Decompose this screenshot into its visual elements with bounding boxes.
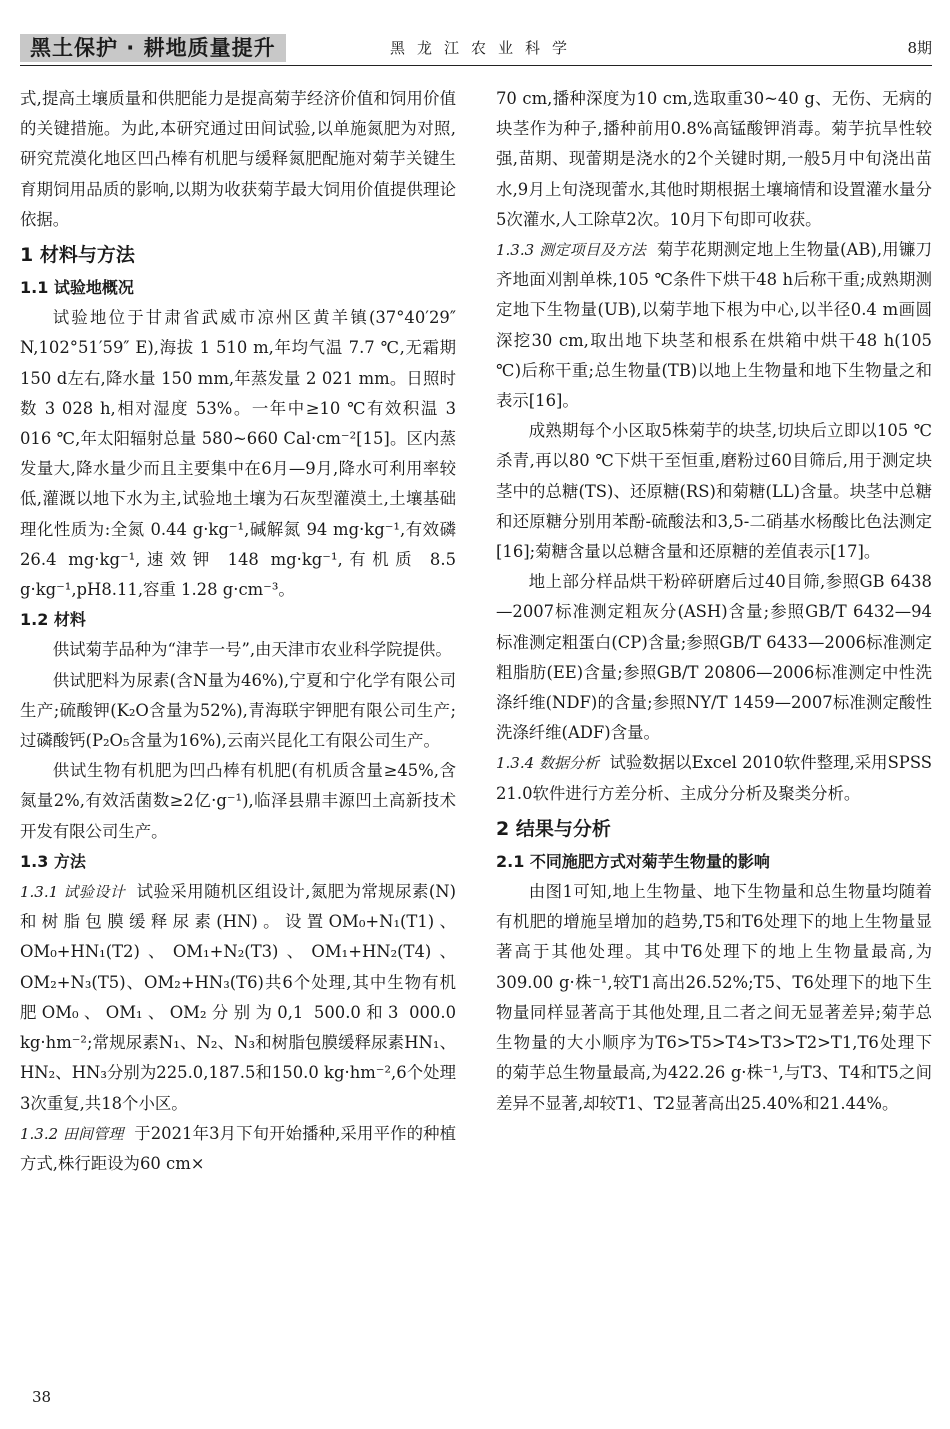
- subheading-1-3-1: 1.3.1 试验设计: [20, 883, 126, 902]
- subheading-1-3-2: 1.3.2 田间管理: [20, 1124, 124, 1143]
- subheading-1-3-4: 1.3.4 数据分析: [496, 754, 600, 773]
- section-heading-1-1: 1.1 试验地概况: [20, 278, 134, 298]
- left-column: [20, 84, 456, 1179]
- right-column: [496, 84, 932, 1119]
- issue-number: 8期: [907, 39, 932, 57]
- measure-text-1: 菊芋花期测定地上生物量(AB),用镰刀齐地面刈割单株,105 ℃条件下烘干48 h后称干重;成熟期测定地下生物量(UB),以菊芋地下根为中心,以半径0.4 m画圆深挖30 cm,取出地下块茎和根系在烘箱中烘干48 h(105 ℃)后称干重;总生物量(TB)以地上生物量和地下生物量之和表示[16]。: [496, 240, 932, 411]
- design-text: 试验采用随机区组设计,氮肥为常规尿素(N)和树脂包膜缓释尿素(HN)。设置OM₀+N₁(T1)、OM₀+HN₁(T2)、OM₁+N₂(T3)、OM₁+HN₂(T4)、OM₂+N₃(T5)、OM₂+HN₃(T6)共6个处理,其中生物有机肥OM₀、OM₁、OM₂分别为0,1 500.0和3 000.0 kg·hm⁻²;常规尿素N₁、N₂、N₃和树脂包膜缓释尿素HN₁、HN₂、HN₃分别为225.0,187.5和150.0 kg·hm⁻²,6个处理3次重复,共18个小区。: [20, 882, 457, 1113]
- running-header: [20, 30, 932, 66]
- materials-paragraph-1: 供试菊芋品种为“津芋一号”,由天津市农业科学院提供。: [52, 640, 452, 660]
- section-heading-2: 2 结果与分析: [496, 817, 611, 840]
- section-heading-1-3: 1.3 方法: [20, 851, 86, 871]
- field-text-start: 于2021年3月下旬开始播种,采用平作的种植方式,株行距设为60 cm×: [20, 1123, 457, 1173]
- header-rule: [20, 65, 932, 66]
- site-paragraph: 试验地位于甘肃省武威市凉州区黄羊镇(37°40′29″ N,102°51′59″ E),海拔 1 510 m,年均气温 7.7 ℃,无霜期 150 d左右,降水量 150 mm,年蒸发量 2 021 mm。日照时数 3 028 h,相对湿度 53%。一年中≥10 ℃有效积温 3 016 ℃,年太阳辐射总量 580~660 Cal·cm⁻²[15]。区内蒸发量大,降水量少而且主要集中在6月—9月,降水可利用率较低,灌溉以地下水为主,试验地土壤为石灰型灌漠土,土壤基础理化性质为:全氮 0.44 g·kg⁻¹,碱解氮 94 mg·kg⁻¹,有效磷 26.4 mg·kg⁻¹,速效钾 148 mg·kg⁻¹,有机质 8.5 g·kg⁻¹,pH8.11,容重 1.28 g·cm⁻³。: [20, 308, 456, 600]
- field-paragraph-cont: 70 cm,播种深度为10 cm,选取重30~40 g、无伤、无病的块茎作为种子,播种前用0.8%高锰酸钾消毒。菊芋抗旱性较强,苗期、现蕾期是浇水的2个关键时期,一般5月中旬浇出苗水,9月上旬浇现蕾水,其他时期根据土壤墒情和设置灌水量分5次灌水,人工除草2次。10月下旬即可收获。: [496, 89, 932, 229]
- page-number: 38: [32, 1388, 52, 1406]
- measure-paragraph-2: 成熟期每个小区取5株菊芋的块茎,切块后立即以105 ℃杀青,再以80 ℃下烘干至恒重,磨粉过60目筛后,用于测定块茎中的总糖(TS)、还原糖(RS)和菊糖(LL)含量。块茎中总糖和还原糖分别用苯酚-硫酸法和3,5-二硝基水杨酸比色法测定[16];菊糖含量以总糖含量和还原糖的差值表示[17]。: [496, 421, 932, 562]
- journal-name: 黑龙江农业科学: [390, 39, 580, 57]
- design-paragraph: [20, 877, 456, 1119]
- data-paragraph: [496, 748, 932, 808]
- measure-paragraph-1: [496, 235, 932, 416]
- section-heading-2-1: 2.1 不同施肥方式对菊芋生物量的影响: [496, 851, 770, 871]
- materials-paragraph-2: 供试肥料为尿素(含N量为46%),宁夏和宁化学有限公司生产;硫酸钾(K₂O含量为52%),青海联宇钾肥有限公司生产;过磷酸钙(P₂O₅含量为16%),云南兴昆化工有限公司生产。: [20, 670, 456, 751]
- section-heading-1: 1 材料与方法: [20, 244, 135, 267]
- result-paragraph: 由图1可知,地上生物量、地下生物量和总生物量均随着有机肥的增施呈增加的趋势,T5和T6处理下的地上生物量显著高于其他处理。其中T6处理下的地上生物量最高,为309.00 g·株⁻¹,较T1高出26.52%;T5、T6处理下的地下生物量同样显著高于其他处理,且二者之间无显著差异;菊芋总生物量的大小顺序为T6>T5>T4>T3>T2>T1,T6处理下的菊芋总生物量最高,为422.26 g·株⁻¹,与T3、T4和T5之间差异不显著,却较T1、T2显著高出25.40%和21.44%。: [496, 882, 932, 1113]
- intro-paragraph: 式,提高土壤质量和供肥能力是提高菊芋经济价值和饲用价值的关键措施。为此,本研究通过田间试验,以单施氮肥为对照,研究荒漠化地区凹凸棒有机肥与缓释氮肥配施对菊芋关键生育期饲用品质的影响,以期为收获菊芋最大饲用价值提供理论依据。: [20, 89, 456, 229]
- data-text: 试验数据以Excel 2010软件整理,采用SPSS 21.0软件进行方差分析、主成分分析及聚类分析。: [496, 753, 933, 803]
- section-heading-1-2: 1.2 材料: [20, 610, 86, 630]
- measure-paragraph-3: 地上部分样品烘干粉碎研磨后过40目筛,参照GB 6438—2007标准测定粗灰分(ASH)含量;参照GB/T 6432—94标准测定粗蛋白(CP)含量;参照GB/T 6433—2006标准测定粗脂肪(EE)含量;参照GB/T 20806—2006标准测定中性洗涤纤维(NDF)的含量;参照NY/T 1459—2007标准测定酸性洗涤纤维(ADF)含量。: [496, 572, 932, 743]
- section-tag: 黑土保护 · 耕地质量提升: [20, 34, 286, 62]
- subheading-1-3-3: 1.3.3 测定项目及方法: [496, 241, 647, 260]
- materials-paragraph-3: 供试生物有机肥为凹凸棒有机肥(有机质含量≥45%,含氮量2%,有效活菌数≥2亿·g⁻¹),临泽县鼎丰源凹土高新技术开发有限公司生产。: [20, 761, 456, 841]
- field-paragraph: [20, 1119, 456, 1179]
